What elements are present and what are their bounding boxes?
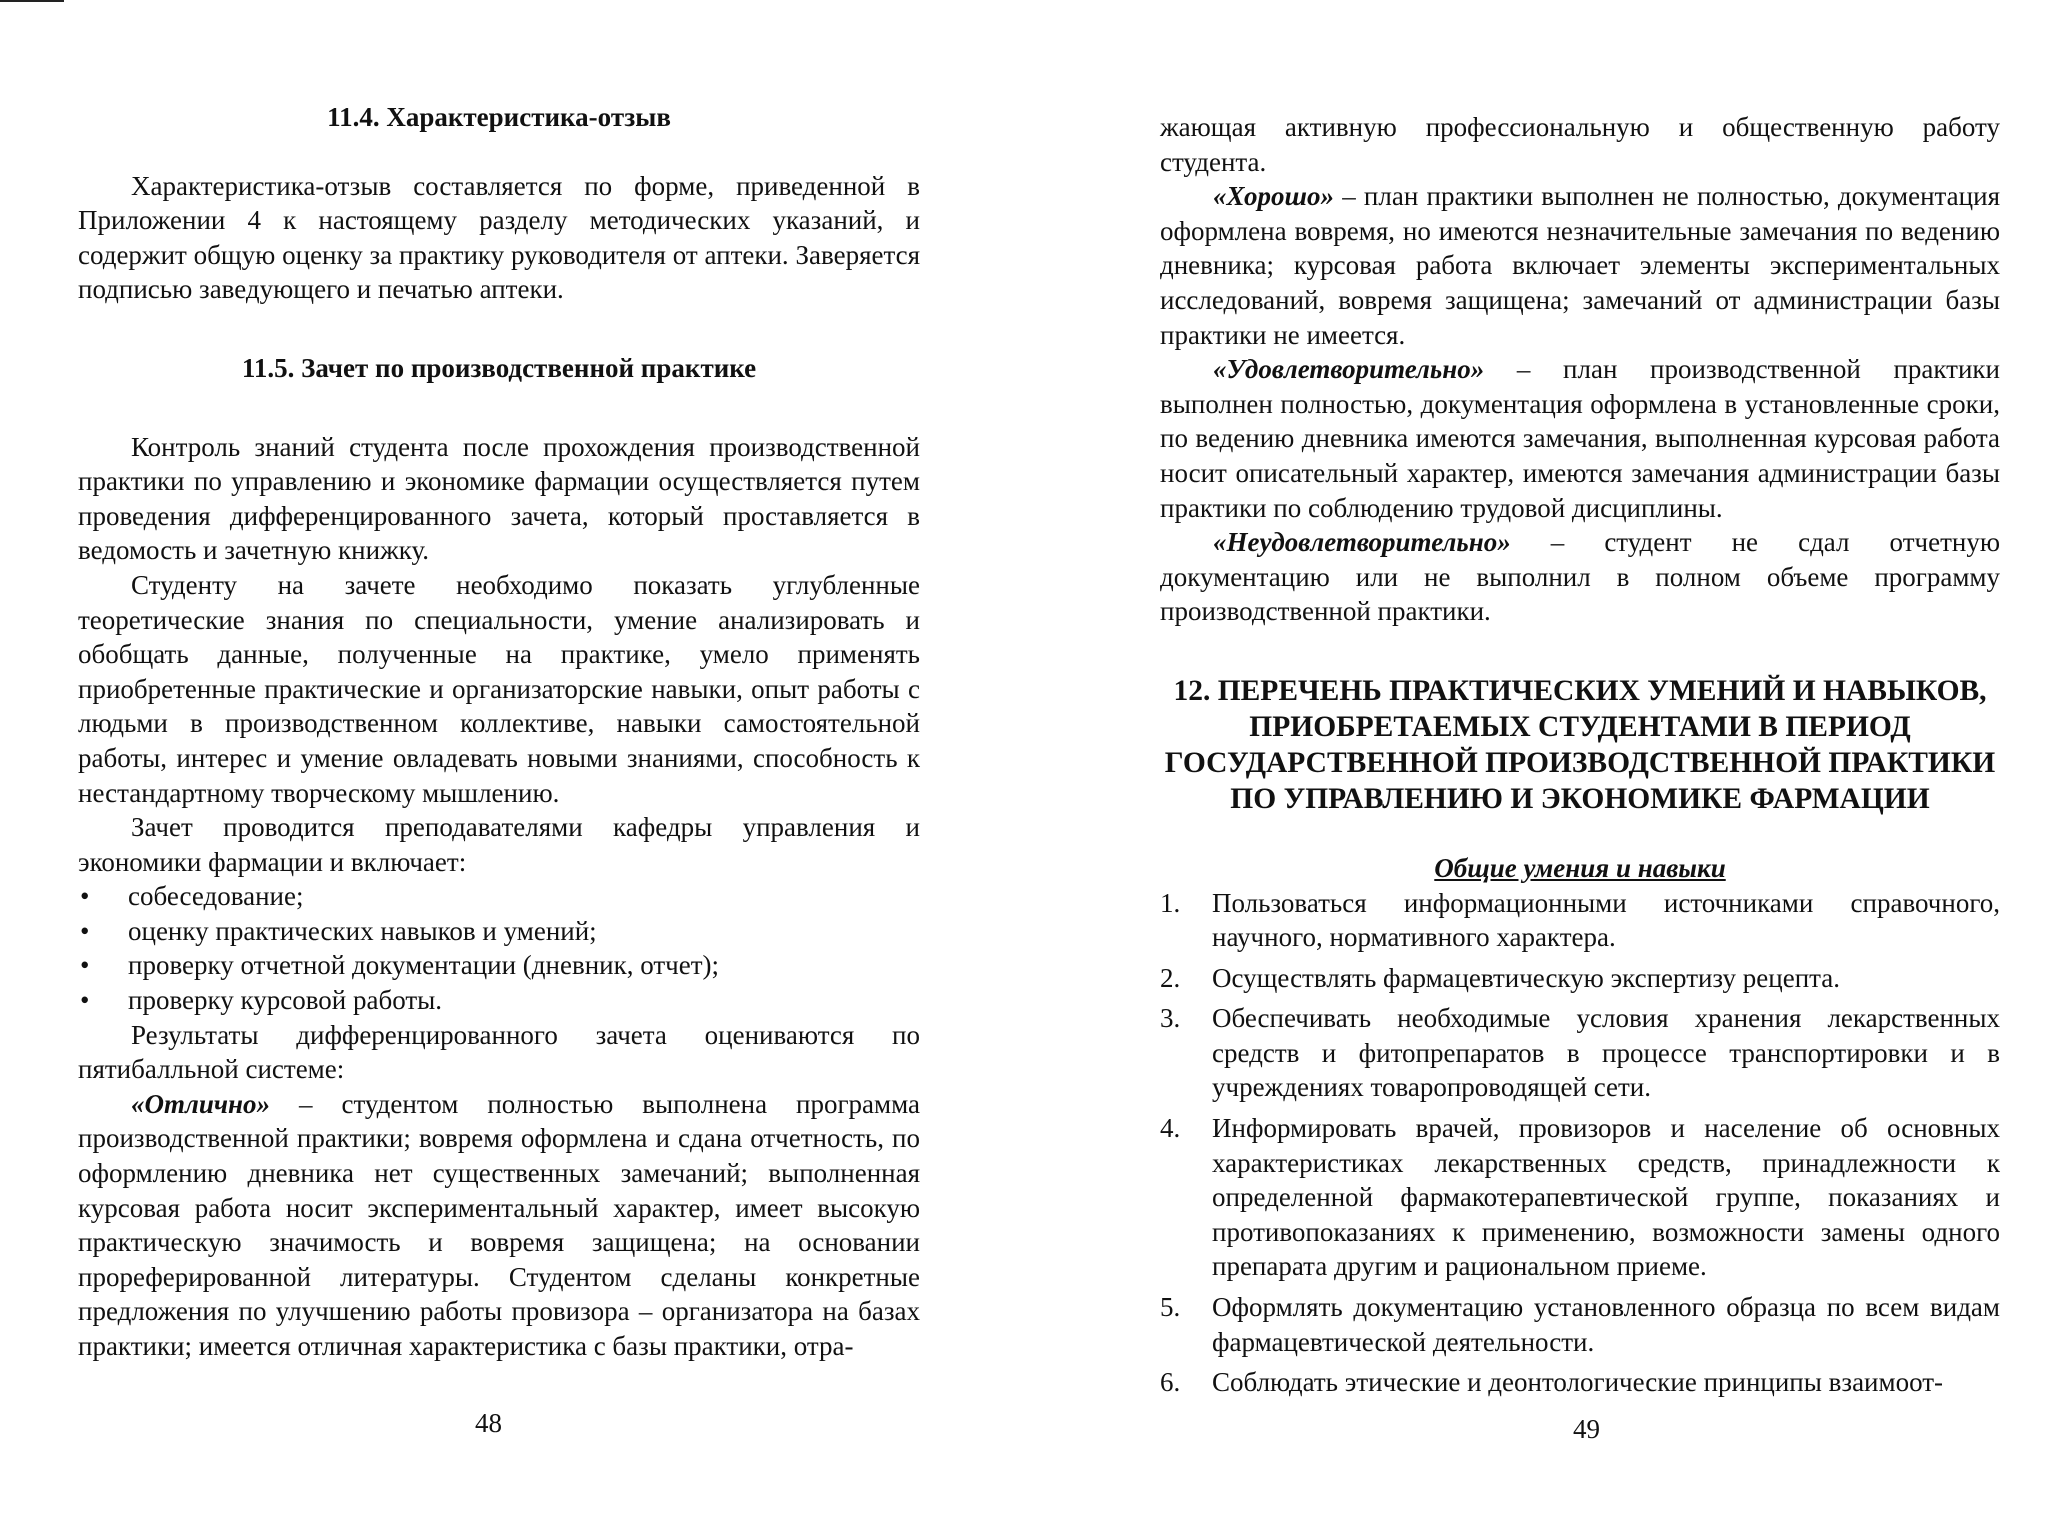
chapter-heading-line: ПРИОБРЕТАЕМЫХ СТУДЕНТАМИ В ПЕРИОД xyxy=(1249,710,1911,743)
right-page xyxy=(1160,110,2000,1406)
grade-description-satisfactory: – план производственной практики выполнен полностью, документация оформлена в установленные сроки, по ведению дневника имеются замечания, выполненная курсовая работа носит описательный характер, имеются замечания администрации базы практики по соблюдению трудовой дисциплины. xyxy=(1160,354,2000,523)
zachet-components-list xyxy=(78,879,920,1017)
list-item: • проверку курсовой работы. xyxy=(78,983,920,1018)
grade-description-excellent: – студентом полностью выполнена программа производственной практики; вовремя оформлена и сдана отчетность, по оформлению дневника нет существенных замечаний; выполненная курсовая работа носит экспериментальный характер, имеет высокую практическую значимость и вовремя защищена; на основании прореферированной литературы. Студентом сделаны конкретные предложения по улучшению работы провизора – организатора на базах практики; имеется отличная характеристика с базы практики, отра- xyxy=(78,1088,920,1361)
item-number: 1. xyxy=(1160,887,1181,918)
section-heading-11-4: 11.4. Характеристика-отзыв xyxy=(327,102,671,132)
paragraph-grade-good xyxy=(1160,179,2000,352)
item-number: 6. xyxy=(1160,1367,1181,1398)
item-text: Оформлять документацию установленного образца по всем видам фармацевтической деятельности. xyxy=(1212,1292,2000,1357)
item-number: 2. xyxy=(1160,962,1181,993)
item-number: 3. xyxy=(1160,1003,1181,1034)
list-item xyxy=(1160,1001,2000,1105)
paragraph-grade-unsatisfactory xyxy=(1160,525,2000,629)
list-item xyxy=(1160,1365,2000,1400)
paragraph-continuation: жающая активную профессиональную и общественную работу студента. xyxy=(1160,112,2000,177)
chapter-heading-12 xyxy=(1160,673,2000,817)
grade-term-satisfactory: «Удовлетворительно» xyxy=(1213,354,1485,385)
list-item: • оценку практических навыков и умений; xyxy=(78,914,920,949)
grade-term-unsatisfactory: «Неудовлетворительно» xyxy=(1213,527,1511,558)
paragraph-knowledge-control: Контроль знаний студента после прохождения производственной практики по управлению и экономике фармации осуществляется путем проведения дифференцированного зачета, который проставляется в ведомость и зачетную книжку. xyxy=(78,431,920,566)
chapter-heading-line: ГОСУДАРСТВЕННОЙ ПРОИЗВОДСТВЕННОЙ ПРАКТИКИ xyxy=(1164,746,1996,779)
left-page xyxy=(78,100,920,1364)
page-number-left: 48 xyxy=(475,1408,502,1438)
list-item xyxy=(1160,1111,2000,1284)
item-text: Соблюдать этические и деонтологические принципы взаимоот- xyxy=(1212,1367,1944,1398)
list-item: • собеседование; xyxy=(78,879,920,914)
scan-edge-mark xyxy=(0,0,64,2)
paragraph-student-requirements: Студенту на зачете необходимо показать углубленные теоретические знания по специальности, умение анализировать и обобщать данные, полученные на практике, умело применять приобретенные практические и организаторские навыки, опыт работы с людьми в производственном коллективе, навыки самостоятельной работы, интерес и умение овладевать новыми знаниями, способность к нестандартному творческому мышлению. xyxy=(78,569,920,808)
item-number: 4. xyxy=(1160,1113,1181,1144)
skills-list xyxy=(1160,886,2000,1400)
item-text: Обеспечивать необходимые условия хранения лекарственных средств и фитопрепаратов в процессе транспортировки и в учреждениях товаропроводящей сети. xyxy=(1212,1003,2000,1103)
list-item xyxy=(1160,1290,2000,1359)
grade-description-good: – план практики выполнен не полностью, документация оформлена вовремя, но имеются незначительные замечания по ведению дневника; курсовая работа включает элементы экспериментальных исследований, вовремя защищена; замечаний от администрации базы практики не имеется. xyxy=(1160,181,2000,350)
page-number-right: 49 xyxy=(1573,1414,1600,1444)
list-item: • проверку отчетной документации (дневник, отчет); xyxy=(78,948,920,983)
item-number: 5. xyxy=(1160,1292,1181,1323)
list-item xyxy=(1160,961,2000,996)
grade-term-excellent: «Отлично» xyxy=(131,1088,271,1119)
paragraph-zachet-includes: Зачет проводится преподавателями кафедры управления и экономики фармации и включает: xyxy=(78,812,920,877)
item-text: Осуществлять фармацевтическую экспертизу рецепта. xyxy=(1212,962,1841,993)
list-item xyxy=(1160,886,2000,955)
paragraph-grade-excellent xyxy=(78,1087,920,1364)
chapter-heading-line: ПО УПРАВЛЕНИЮ И ЭКОНОМИКЕ ФАРМАЦИИ xyxy=(1230,782,1930,815)
subheading-general-skills: Общие умения и навыки xyxy=(1434,852,1726,883)
grade-description-unsatisfactory: – студент не сдал отчетную документацию или не выполнил в полном объеме программу производственной практики. xyxy=(1160,527,2000,627)
paragraph-characteristic: Характеристика-отзыв составляется по форме, приведенной в Приложении 4 к настоящему разделу методических указаний, и содержит общую оценку за практику руководителя от аптеки. Заверяется подписью заведующего и печатью аптеки. xyxy=(78,170,920,305)
paragraph-results: Результаты дифференцированного зачета оцениваются по пятибалльной системе: xyxy=(78,1019,920,1085)
paragraph-grade-satisfactory xyxy=(1160,352,2000,525)
chapter-heading-line: 12. ПЕРЕЧЕНЬ ПРАКТИЧЕСКИХ УМЕНИЙ И НАВЫКОВ, xyxy=(1173,674,1987,707)
item-text: Информировать врачей, провизоров и население об основных характеристиках лекарственных средств, принадлежности к определенной фармакотерапевтической группе, показаниях и противопоказаниях к применению, возможности замены одного препарата другим и рациональном приеме. xyxy=(1212,1113,2000,1282)
section-heading-11-5: 11.5. Зачет по производственной практике xyxy=(241,352,757,383)
item-text: Пользоваться информационными источниками справочного, научного, нормативного характера. xyxy=(1212,887,2000,953)
grade-term-good: «Хорошо» xyxy=(1213,181,1334,212)
